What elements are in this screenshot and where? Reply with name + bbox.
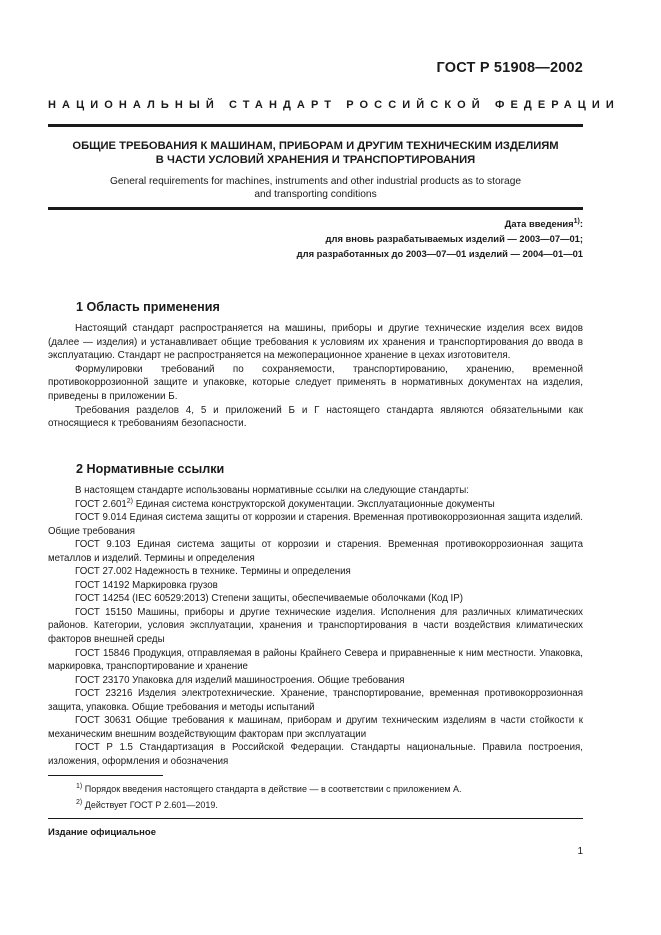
- date-new-products: для вновь разрабатываемых изделий — 2003—07—01;: [325, 233, 583, 244]
- footnote-1-text: Порядок введения настоящего стандарта в действие — в соответствии с приложением А.: [82, 784, 462, 794]
- reference-item: ГОСТ 23216 Изделия электротехнические. Хранение, транспортирование, временная противокоррозионная защита, упаковка. Общие требования и методы испытаний: [48, 688, 583, 713]
- standard-number: ГОСТ Р 51908—2002: [436, 60, 583, 76]
- date-colon: :: [579, 218, 583, 229]
- reference-item: ГОСТ Р 1.5 Стандартизация в Российской Федерации. Стандарты национальные. Правила построения, изложения, оформления и обозначения: [48, 742, 583, 767]
- reference-code: ГОСТ 2.601: [75, 498, 127, 510]
- section-2-heading: 2 Нормативные ссылки: [76, 462, 225, 476]
- reference-item: ГОСТ 14254 (IEC 60529:2013) Степени защиты, обеспечиваемые оболочками (Код IP): [75, 593, 463, 605]
- page-number: 1: [577, 846, 583, 857]
- normative-references-list: [48, 484, 583, 768]
- title-en-line-1: General requirements for machines, instruments and other industrial products as to storage: [109, 176, 522, 187]
- title-rule: [48, 207, 583, 210]
- reference-item: ГОСТ 23170 Упаковка для изделий машиностроения. Общие требования: [75, 674, 405, 686]
- title-russian: [48, 140, 583, 167]
- top-rule: [48, 124, 583, 127]
- title-english: [48, 175, 583, 201]
- reference-item: ГОСТ 14192 Маркировка грузов: [75, 579, 218, 591]
- reference-item: ГОСТ 27.002 Надежность в технике. Термины и определения: [75, 566, 351, 578]
- reference-item: ГОСТ 9.103 Единая система защиты от коррозии и старения. Временная противокоррозионная защита металлов и изделий. Термины и определения: [48, 539, 583, 564]
- date-existing-products: для разработанных до 2003—07—01 изделий — 2004—01—01: [296, 248, 583, 259]
- reference-item: ГОСТ 30631 Общие требования к машинам, приборам и другим техническим изделиям в части стойкости к механическим внешним воздействующим факторам при эксплуатации: [48, 715, 583, 740]
- reference-item: ГОСТ 15846 Продукция, отправляемая в районы Крайнего Севера и приравненные к ним местности. Упаковка, маркировка, транспортирование и хранение: [48, 647, 583, 673]
- section-1-body: [48, 322, 583, 431]
- official-edition-label: Издание официальное: [48, 827, 156, 838]
- introduction-date: [297, 216, 583, 261]
- edition-rule: [48, 818, 583, 819]
- reference-title: Единая система конструкторской документации. Эксплуатационные документы: [133, 498, 495, 510]
- references-intro: В настоящем стандарте использованы нормативные ссылки на следующие стандарты:: [75, 485, 469, 496]
- reference-item: [48, 498, 583, 512]
- date-label: Дата введения: [504, 218, 574, 229]
- title-en-line-2: and transporting conditions: [254, 189, 377, 200]
- date-label-line: [297, 216, 583, 231]
- date-footnote-ref: 1): [573, 217, 580, 225]
- section-1-heading: 1 Область применения: [76, 300, 220, 314]
- section-1-paragraph: Требования разделов 4, 5 и приложений Б и Г настоящего стандарта являются обязательными как относящиеся к требованиям безопасности.: [48, 404, 583, 430]
- reference-item: ГОСТ 9.014 Единая система защиты от коррозии и старения. Временная противокоррозионная защита изделий. Общие требования: [48, 512, 583, 537]
- reference-item: ГОСТ 15150 Машины, приборы и другие технические изделия. Исполнения для различных климатических районов. Категории, условия эксплуатации, хранения и транспортирования в части воздействия климатических факторов внешней среды: [48, 606, 583, 646]
- footnote-separator: [48, 775, 163, 776]
- section-1-paragraph: Настоящий стандарт распространяется на машины, приборы и другие технические изделия всех видов (далее — изделия) и устанавливает общие требования к условиям их хранения и транспортирования до ввода в эксплуатацию. Стандарт не распространяется на межоперационное хранение в цехах изготовителя.: [48, 323, 583, 362]
- footnote-2-text: Действует ГОСТ Р 2.601—2019.: [82, 800, 218, 810]
- footnote-1: [76, 781, 462, 797]
- title-ru-line-1: ОБЩИЕ ТРЕБОВАНИЯ К МАШИНАМ, ПРИБОРАМ И ДРУГИМ ТЕХНИЧЕСКИМ ИЗДЕЛИЯМ: [72, 140, 559, 152]
- reference-footnote-ref: 2): [126, 497, 133, 505]
- footnote-1-marker: 1): [76, 783, 83, 790]
- footnote-2-marker: 2): [76, 799, 83, 806]
- title-ru-line-2: В ЧАСТИ УСЛОВИЙ ХРАНЕНИЯ И ТРАНСПОРТИРОВАНИЯ: [155, 153, 476, 166]
- section-1-paragraph: Формулировки требований по сохраняемости, транспортированию, хранению, временной противокоррозионной защите и упаковке, которые следует применять в нормативных документах на изделия, приведены в приложении Б.: [48, 363, 583, 402]
- national-standard-line: НАЦИОНАЛЬНЫЙ СТАНДАРТ РОССИЙСКОЙ ФЕДЕРАЦИИ: [48, 99, 620, 111]
- footnote-2: [76, 797, 462, 813]
- footnotes: [76, 781, 462, 813]
